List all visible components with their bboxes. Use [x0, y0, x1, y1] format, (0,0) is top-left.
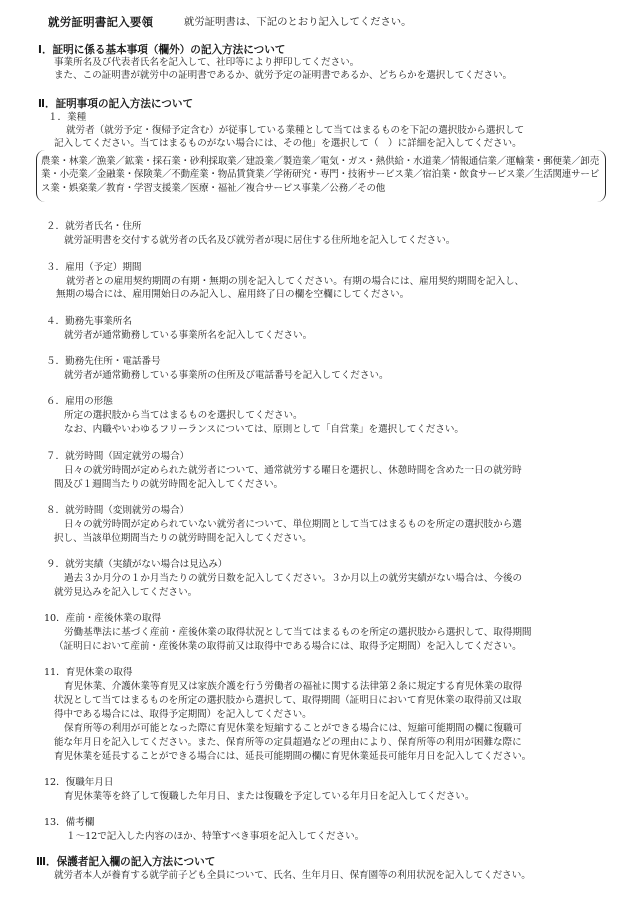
item-9-line-2: 就労見込みを記入してください。 [54, 587, 198, 598]
item-9-label: ９．就労実績（実績がない場合は見込み） [46, 559, 228, 570]
item-11-line-6: 育児休業を延長することができる場合には、延長可能期間の欄に育児休業延長可能年月日を記入してください。 [54, 751, 532, 762]
item-10-line-1: 労働基準法に基づく産前・産後休業の取得状況として当てはまるものを所定の選択肢から選択して、取得期間 [64, 627, 532, 638]
item-3-line-2: 無期の場合には、雇用開始日のみ記入し、雇用終了日の欄を空欄にしてください。 [56, 289, 410, 300]
item-13-label: 13．備考欄 [44, 817, 95, 828]
item-2-label: ２．就労者氏名・住所 [46, 221, 142, 232]
item-1-label: １．業種 [48, 112, 87, 123]
item-12-label: 12．復職年月日 [44, 777, 114, 788]
industry-options-list: 農業・林業／漁業／鉱業・採石業・砂利採取業／建設業／製造業／電気・ガス・熱供給・水道業／情報通信業／運輸業・郵便業／卸売業・小売業／金融業・保険業／不動産業・物品賃貸業／学術研究・専門・技術サービス業／宿泊業・飲食サービス業／生活関連サービス業・娯楽業／教育・学習支援業／医療・福祉／複合サービス事業／公務／その他 [41, 156, 600, 194]
item-7-line-2: 間及び１週間当たりの就労時間を記入してください。 [54, 479, 284, 490]
section-3-heading: Ⅲ．保護者記入欄の記入方法について [36, 856, 216, 868]
item-13-line-1: １～12で記入した内容のほか、特筆すべき事項を記入してください。 [66, 831, 365, 842]
page-subtitle: 就労証明書は、下記のとおり記入してください。 [184, 16, 412, 28]
item-11-line-1: 育児休業、介護休業等育児又は家族介護を行う労働者の福祉に関する法律第２条に規定する育児休業の取得 [64, 681, 523, 692]
item-10-label: 10．産前・産後休業の取得 [44, 613, 162, 624]
item-2-line-1: 就労証明書を交付する就労者の氏名及び就労者が現に居住する住所地を記入してください。 [64, 235, 456, 246]
section-1-heading: Ⅰ．証明に係る基本事項（欄外）の記入方法について [38, 44, 286, 56]
item-6-line-1: 所定の選択肢から当てはまるものを選択してください。 [64, 410, 303, 421]
item-7-line-1: 日々の就労時間が定められた就労者について、通常就労する曜日を選択し、休憩時間を含めた一日の就労時 [64, 465, 522, 476]
item-8-label: ８．就労時間（変則就労の場合） [46, 505, 190, 516]
section-3-line-1: 就労者本人が養育する就学前子ども全員について、氏名、生年月日、保育園等の利用状況を記入してください。 [54, 870, 531, 881]
item-5-line-1: 就労者が通常勤務している事業所の住所及び電話番号を記入してください。 [64, 370, 389, 381]
item-1-line-2: 記入してください。当てはまるものがない場合には、その他」を選択して（ ）に詳細を記入してください。 [54, 138, 522, 149]
item-8-line-2: 択し、当該単位期間当たりの就労時間を記入してください。 [54, 533, 312, 544]
section-1-line-2: また、この証明書が就労中の証明書であるか、就労予定の証明書であるか、どちらかを選択してください。 [54, 70, 513, 81]
item-9-line-1: 過去３か月分の１か月当たりの就労日数を記入してください。３か月以上の就労実績がない場合は、今後の [64, 573, 523, 584]
item-8-line-1: 日々の就労時間が定められていない就労者について、単位期間として当てはまるものを所定の選択肢から選 [64, 519, 522, 530]
item-11-line-4: 保育所等の利用が可能となった際に育児休業を短縮することができる場合には、短縮可能期間の欄に復職可 [64, 723, 523, 734]
section-2-heading: Ⅱ．証明事項の記入方法について [38, 98, 194, 110]
item-6-line-2: なお、内職やいわゆるフリーランスについては、原則として「自営業」を選択してください。 [64, 424, 464, 435]
section-1-line-1: 事業所名及び代表者氏名を記入して、社印等により押印してください。 [54, 57, 360, 68]
item-5-label: ５．勤務先住所・電話番号 [46, 356, 161, 367]
item-4-line-1: 就労者が通常勤務している事業所名を記入してください。 [64, 330, 313, 341]
item-3-label: ３．雇用（予定）期間 [46, 262, 142, 273]
item-6-label: ６．雇用の形態 [46, 396, 113, 407]
item-11-line-5: 能な年月日を記入してください。また、保育所等の定員超過などの理由により、保育所等の利用が困難な際に [54, 737, 522, 748]
item-10-line-2: （証明日において産前・産後休業の取得前又は取得中である場合には、取得予定期間）を記入してください。 [54, 641, 522, 652]
item-11-line-2: 状況として当てはまるものを所定の選択肢から選択して、取得期間（証明日において育児休業の取得前又は取 [54, 695, 522, 706]
item-4-label: ４．勤務先事業所名 [46, 316, 132, 327]
page-title: 就労証明書記入要領 [48, 15, 154, 29]
item-1-line-1: 就労者（就労予定・復帰予定含む）が従事している業種として当てはまるものを下記の選択肢から選択して [66, 125, 525, 136]
item-7-label: ７．就労時間（固定就労の場合） [46, 451, 190, 462]
item-11-label: 11．育児休業の取得 [44, 667, 133, 678]
item-11-line-3: 得中である場合には、取得予定期間）を記入してください。 [54, 709, 312, 720]
item-12-line-1: 育児休業等を終了して復職した年月日、または復職を予定している年月日を記入してください。 [64, 791, 475, 802]
item-3-line-1: 就労者との雇用契約期間の有期・無期の別を記入してください。有期の場合には、雇用契約期間を記入し、 [66, 276, 525, 287]
